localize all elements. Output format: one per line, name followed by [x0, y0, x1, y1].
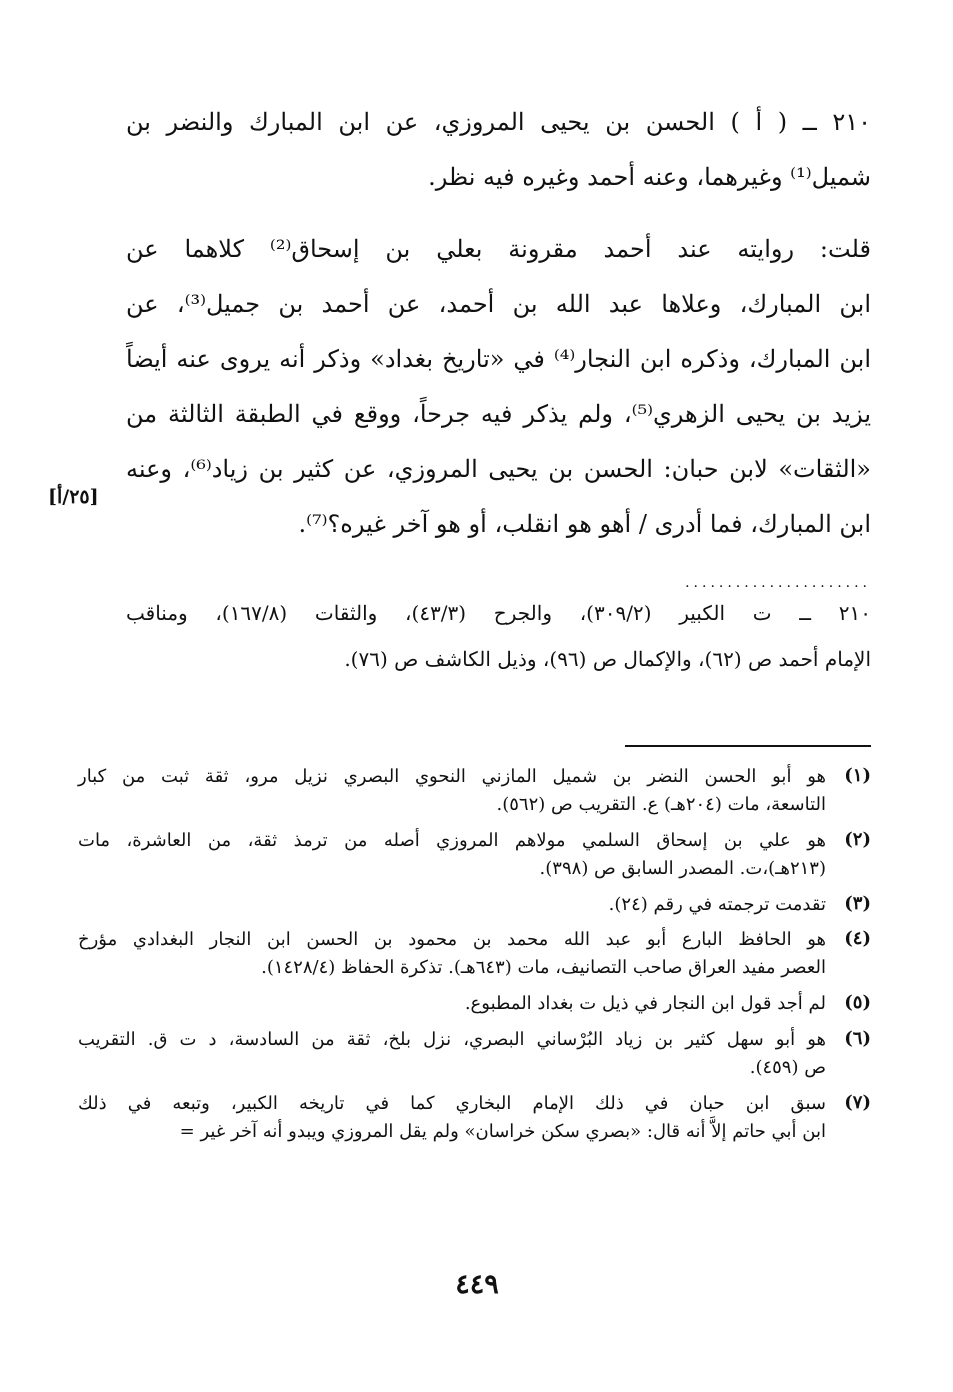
footnote-rule — [625, 745, 871, 747]
commentary-line: ابن المبارك، وعلاها عبد الله بن أحمد، عن أحمد بن جميل⁽³⁾، عن — [126, 290, 872, 318]
commentary-line: يزيد بن يحيى الزهري⁽⁵⁾، ولم يذكر فيه جرحاً، ووقع في الطبقة الثالثة من — [126, 400, 871, 428]
footnote-text — [78, 1090, 826, 1146]
footnote-item — [78, 891, 871, 919]
footnote-item — [78, 763, 871, 819]
footnote-text — [78, 827, 826, 883]
dotted-separator: ...................... — [685, 575, 871, 591]
commentary-line: ابن المبارك، فما أدرى / أهو هو انقلب، أو هو آخر غيره؟⁽⁷⁾. — [298, 510, 871, 538]
footnote-number: (٤) — [844, 928, 871, 950]
footnote-number: (١) — [844, 765, 871, 786]
footnote-item — [78, 1090, 871, 1146]
footnote-line: هو علي بن إسحاق السلمي مولاهم المروزي أصله من ترمذ ثقة، من العاشرة، مات — [78, 829, 826, 851]
footnote-line: التاسعة، مات (٢٠٤هـ) ع. التقريب ص (٥٦٢). — [496, 793, 826, 815]
footnote-line: سبق ابن حبان في ذلك الإمام البخاري كما في تاريخه الكبير، وتبعه في ذلك — [78, 1092, 826, 1114]
commentary-line: «الثقات» لابن حبان: الحسن بن يحيى المروزي، عن كثير بن زياد⁽⁶⁾، وعنه — [126, 455, 871, 483]
footnote-line: هو أبو سهل كثير بن زياد البُرْساني البصري، نزل بلخ، ثقة من السادسة، د ت ق. التقريب — [78, 1029, 826, 1051]
footnote-text — [78, 891, 826, 919]
footnotes-section — [78, 763, 871, 1154]
footnote-text — [78, 763, 826, 819]
footnote-number: (٥) — [844, 992, 871, 1014]
footnote-number: (٦) — [844, 1028, 871, 1050]
footnote-line: لم أجد قول ابن النجار في ذيل ت بغداد المطبوع. — [464, 993, 826, 1015]
source-references — [126, 601, 871, 693]
source-line: الإمام أحمد ص (٦٢)، والإكمال ص (٩٦)، وذيل الكاشف ص (٧٦). — [344, 647, 871, 671]
footnote-item — [78, 827, 871, 883]
footnote-line: ابن أبي حاتم إلاَّ أنه قال: «بصري سكن خراسان» ولم يقل المروزي ويبدو أنه آخر غير = — [179, 1120, 826, 1142]
footnote-line: العصر مفيد العراق صاحب التصانيف، مات (٦٤٣هـ). تذكرة الحفاظ (١٤٢٨/٤). — [261, 957, 826, 979]
source-line: ٢١٠ ــ ت الكبير (٣٠٩/٢)، والجرح (٤٣/٣)، والثقات (١٦٧/٨)، ومناقب — [126, 601, 871, 625]
footnote-text — [78, 1026, 826, 1082]
entry-paragraph — [126, 108, 871, 218]
footnote-text — [78, 990, 826, 1018]
footnote-line: هو الحافظ البارع أبو عبد الله محمد بن محمود بن الحسن ابن النجار البغدادي مؤرخ — [78, 929, 826, 951]
entry-line: ٢١٠ ــ ( أ ) الحسن بن يحيى المروزي، عن ابن المبارك والنضر بن — [126, 108, 871, 136]
manuscript-folio-reference: [٢٥/أ] — [48, 486, 99, 508]
page-number: ٤٤٩ — [455, 1269, 499, 1300]
footnote-number: (٧) — [844, 1091, 871, 1113]
footnote-text — [78, 926, 826, 982]
footnote-number: (٢) — [844, 828, 871, 850]
commentary-line: ابن المبارك، وذكره ابن النجار⁽⁴⁾ في «تاريخ بغداد» وذكر أنه يروى عنه أيضاً — [126, 345, 872, 373]
footnote-item — [78, 990, 871, 1018]
footnote-line: تقدمت ترجمته في رقم (٢٤). — [608, 893, 826, 915]
commentary-line: قلت: روايته عند أحمد مقرونة بعلي بن إسحاق⁽²⁾ كلاهما عن — [126, 235, 871, 263]
commentary-paragraph — [126, 235, 871, 565]
footnote-number: (٣) — [844, 892, 871, 914]
footnote-item — [78, 1026, 871, 1082]
footnote-line: هو أبو الحسن النضر بن شميل المازني النحوي البصري نزيل مرو، ثقة ثبت من كبار — [78, 766, 826, 787]
footnote-line: ص (٤٥٩). — [749, 1057, 826, 1079]
footnote-item — [78, 926, 871, 982]
entry-line: شميل⁽¹⁾ وغيرهما، وعنه أحمد وغيره فيه نظر. — [428, 163, 871, 191]
footnote-line: (٢١٣هـ)،ت. المصدر السابق ص (٣٩٨). — [539, 857, 826, 879]
